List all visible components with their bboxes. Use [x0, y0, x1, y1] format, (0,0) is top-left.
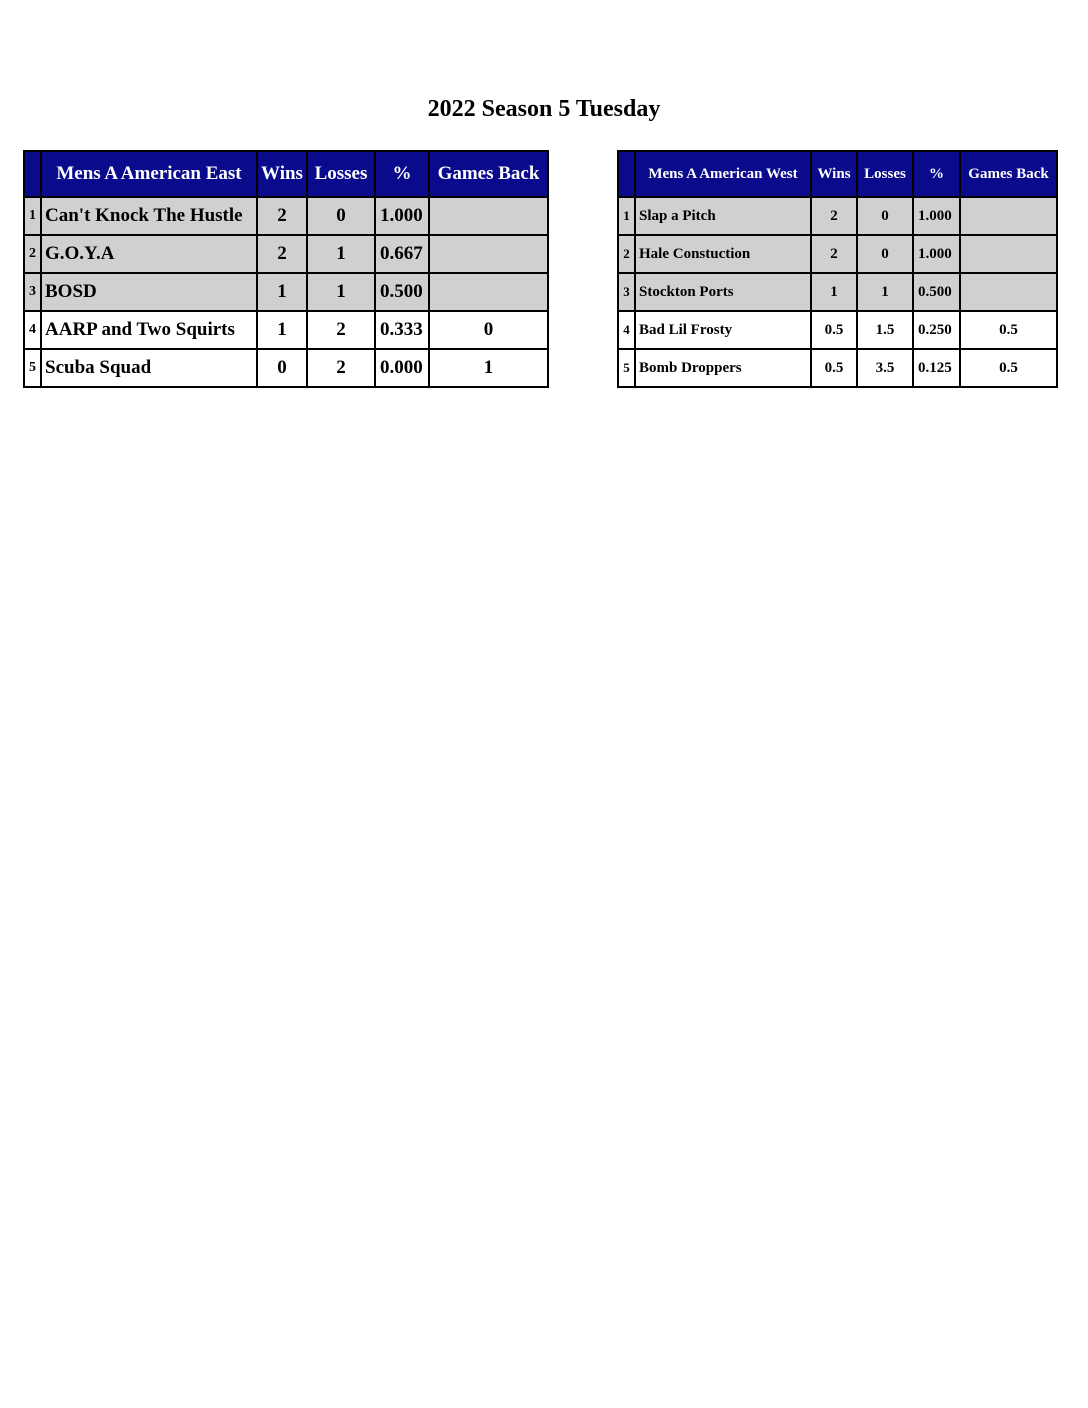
- west-standings-table: [617, 150, 1058, 388]
- wins-cell: 0.5: [811, 349, 857, 387]
- rank-cell: 3: [618, 273, 635, 311]
- games-back-cell: 0: [429, 311, 548, 349]
- games-back-cell: [429, 197, 548, 235]
- page-title: 2022 Season 5 Tuesday: [427, 96, 661, 122]
- team-cell: Can't Knock The Hustle: [41, 197, 257, 235]
- rank-cell: 5: [24, 349, 41, 387]
- wins-cell: 2: [257, 235, 307, 273]
- table-row: [618, 311, 1057, 349]
- team-cell: BOSD: [41, 273, 257, 311]
- losses-cell: 2: [307, 349, 375, 387]
- games-back-cell: [429, 273, 548, 311]
- division-header: Mens A American West: [635, 151, 811, 197]
- rank-cell: 3: [24, 273, 41, 311]
- table-row: [618, 197, 1057, 235]
- table-row: [24, 197, 548, 235]
- losses-header: Losses: [307, 151, 375, 197]
- east-standings-table: [23, 150, 549, 388]
- wins-cell: 1: [257, 273, 307, 311]
- pct-cell: 0.000: [375, 349, 429, 387]
- pct-cell: 0.125: [913, 349, 960, 387]
- games-back-cell: 0.5: [960, 311, 1057, 349]
- pct-cell: 0.333: [375, 311, 429, 349]
- losses-cell: 2: [307, 311, 375, 349]
- pct-header: %: [375, 151, 429, 197]
- team-cell: Hale Constuction: [635, 235, 811, 273]
- header-row: [618, 151, 1057, 197]
- team-cell: Slap a Pitch: [635, 197, 811, 235]
- losses-header: Losses: [857, 151, 913, 197]
- losses-cell: 1: [307, 235, 375, 273]
- header-row: [24, 151, 548, 197]
- wins-header: Wins: [257, 151, 307, 197]
- games-back-cell: [960, 273, 1057, 311]
- losses-cell: 1.5: [857, 311, 913, 349]
- pct-cell: 1.000: [913, 197, 960, 235]
- table-row: [24, 311, 548, 349]
- losses-cell: 1: [857, 273, 913, 311]
- games-back-cell: 0.5: [960, 349, 1057, 387]
- pct-header: %: [913, 151, 960, 197]
- wins-cell: 0.5: [811, 311, 857, 349]
- wins-cell: 2: [811, 235, 857, 273]
- wins-cell: 0: [257, 349, 307, 387]
- losses-cell: 0: [857, 235, 913, 273]
- rank-cell: 2: [24, 235, 41, 273]
- pct-cell: 0.667: [375, 235, 429, 273]
- games-back-cell: [960, 235, 1057, 273]
- team-cell: Stockton Ports: [635, 273, 811, 311]
- pct-cell: 1.000: [375, 197, 429, 235]
- rank-cell: 5: [618, 349, 635, 387]
- rank-cell: 1: [24, 197, 41, 235]
- team-cell: Bomb Droppers: [635, 349, 811, 387]
- wins-cell: 1: [257, 311, 307, 349]
- wins-cell: 2: [811, 197, 857, 235]
- games-back-cell: [429, 235, 548, 273]
- pct-cell: 0.500: [375, 273, 429, 311]
- team-cell: AARP and Two Squirts: [41, 311, 257, 349]
- division-header: Mens A American East: [41, 151, 257, 197]
- rank-cell: 4: [24, 311, 41, 349]
- games-back-cell: [960, 197, 1057, 235]
- pct-cell: 1.000: [913, 235, 960, 273]
- team-cell: Scuba Squad: [41, 349, 257, 387]
- games-back-header: Games Back: [429, 151, 548, 197]
- table-row: [24, 273, 548, 311]
- losses-cell: 0: [857, 197, 913, 235]
- table-row: [24, 349, 548, 387]
- losses-cell: 0: [307, 197, 375, 235]
- table-row: [618, 235, 1057, 273]
- rank-cell: 4: [618, 311, 635, 349]
- team-cell: Bad Lil Frosty: [635, 311, 811, 349]
- wins-cell: 1: [811, 273, 857, 311]
- losses-cell: 1: [307, 273, 375, 311]
- rank-header: [24, 151, 41, 197]
- rank-cell: 2: [618, 235, 635, 273]
- wins-cell: 2: [257, 197, 307, 235]
- wins-header: Wins: [811, 151, 857, 197]
- games-back-cell: 1: [429, 349, 548, 387]
- rank-cell: 1: [618, 197, 635, 235]
- team-cell: G.O.Y.A: [41, 235, 257, 273]
- rank-header: [618, 151, 635, 197]
- table-row: [618, 349, 1057, 387]
- losses-cell: 3.5: [857, 349, 913, 387]
- pct-cell: 0.250: [913, 311, 960, 349]
- pct-cell: 0.500: [913, 273, 960, 311]
- table-row: [24, 235, 548, 273]
- table-row: [618, 273, 1057, 311]
- games-back-header: Games Back: [960, 151, 1057, 197]
